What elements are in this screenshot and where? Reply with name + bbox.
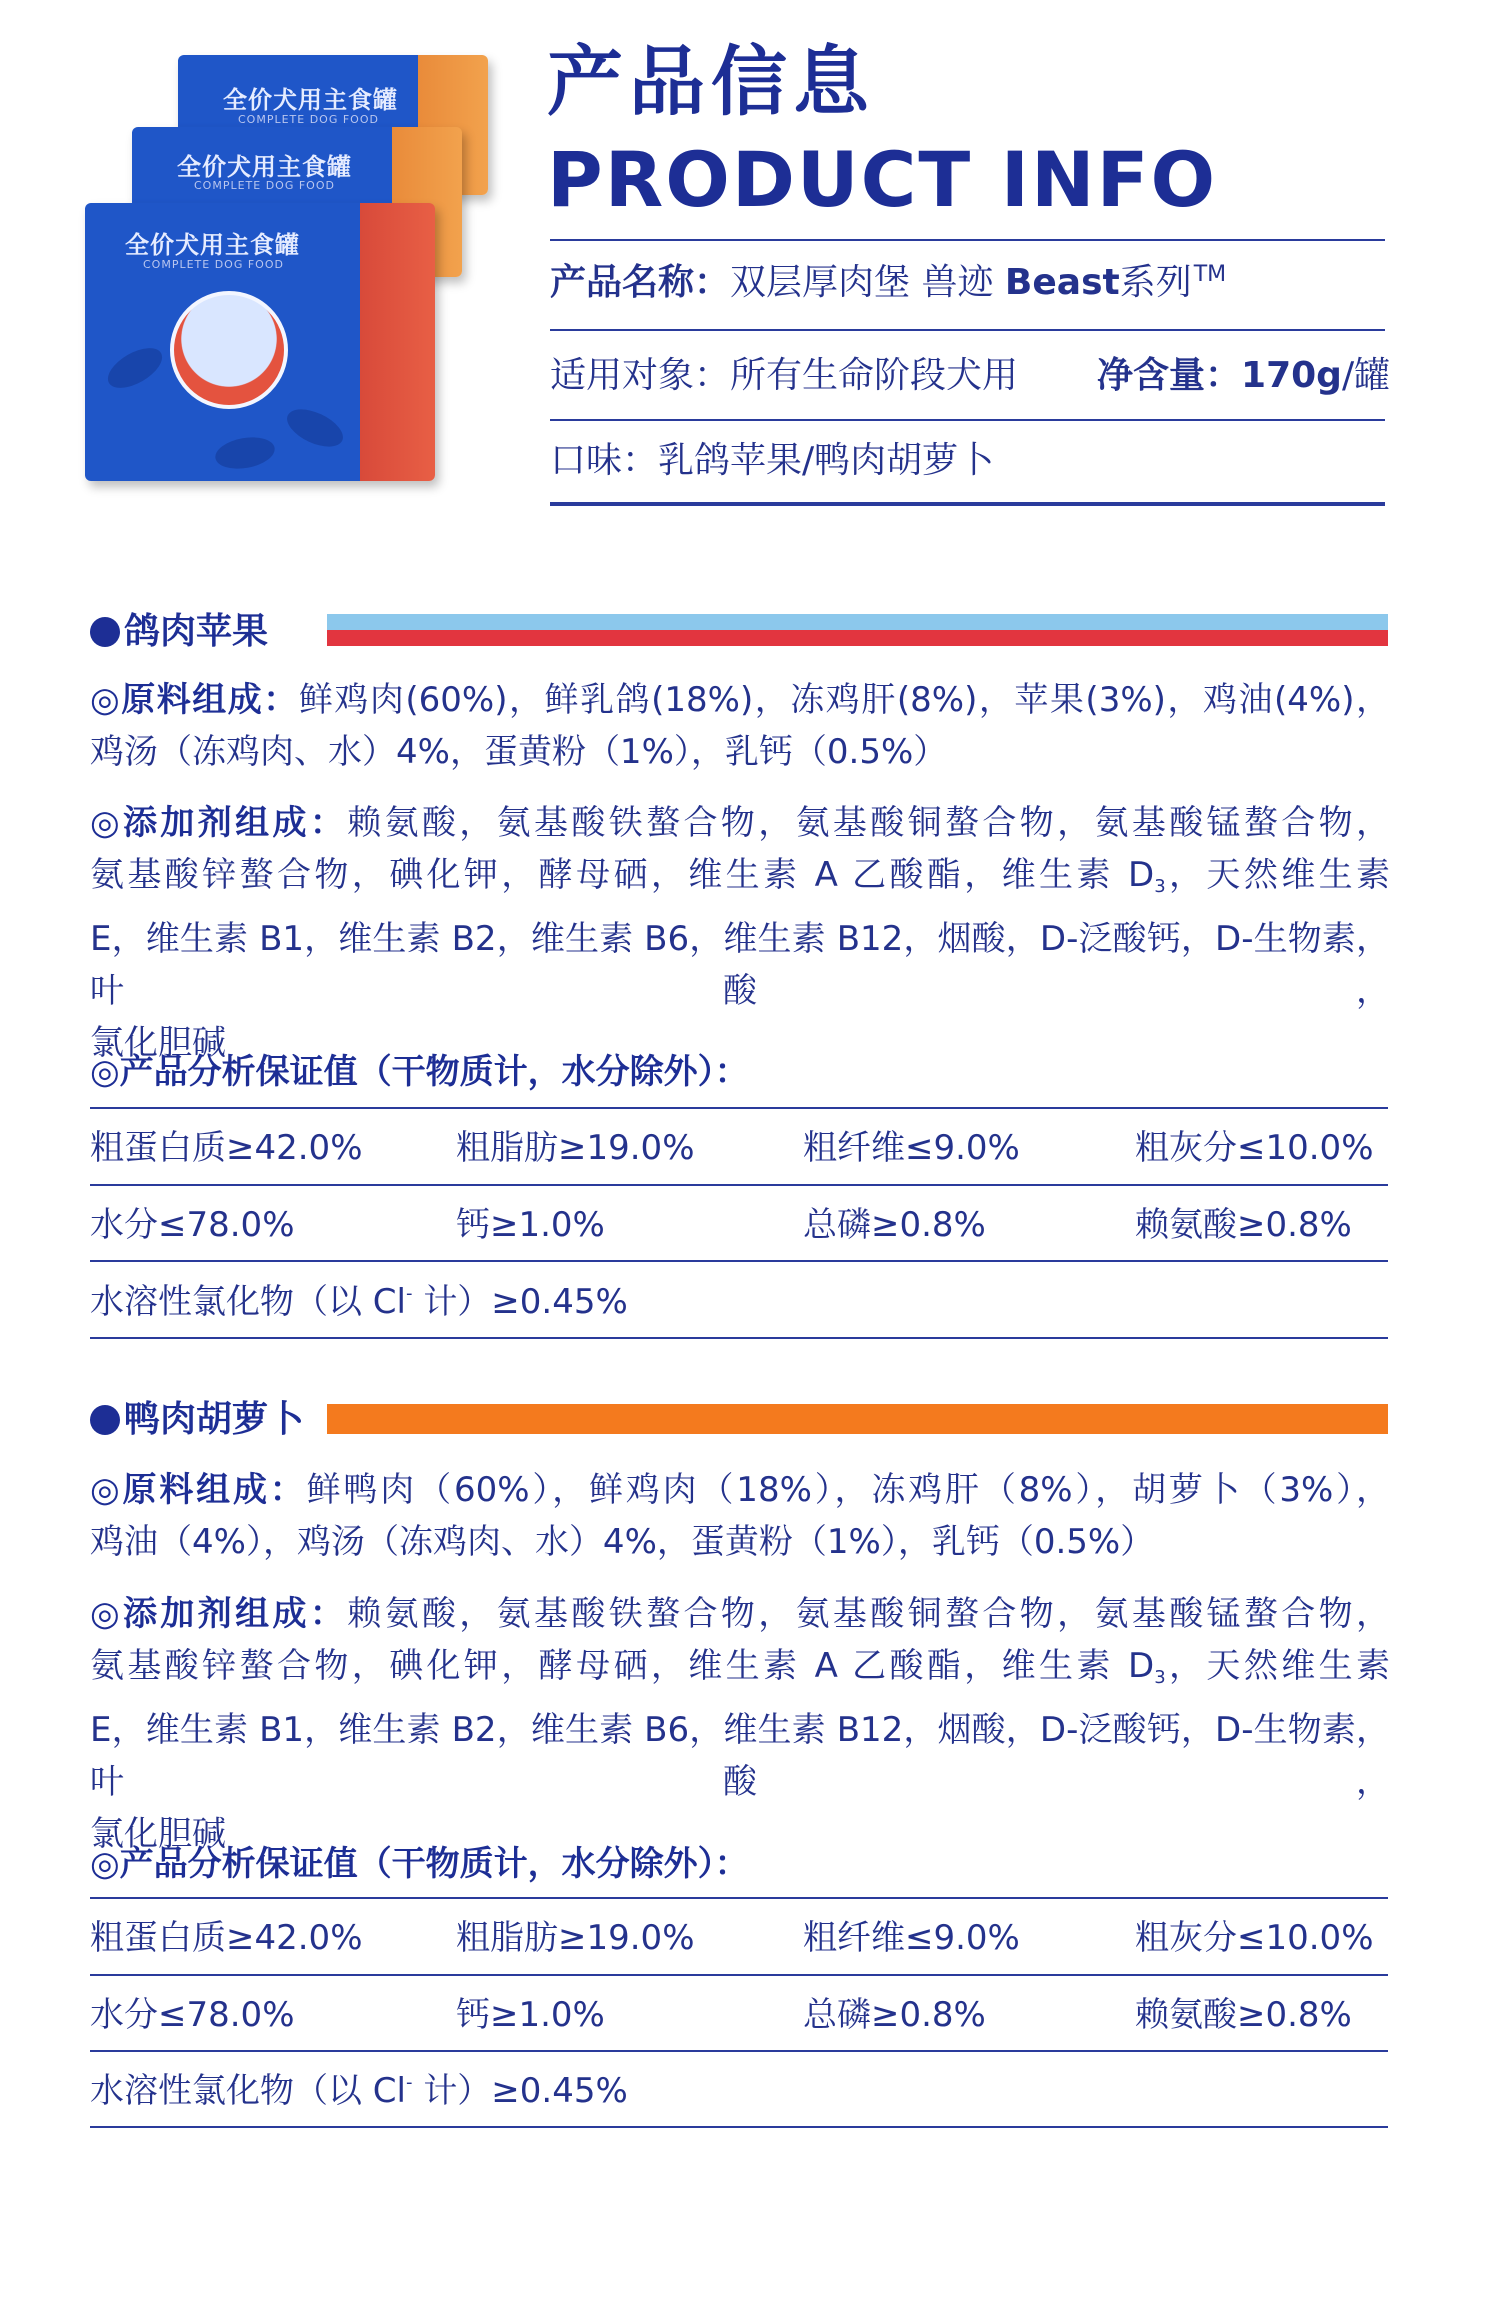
box-label: 全价犬用主食罐 [125,231,300,259]
analysis-protein: 粗蛋白质≥42.0% [90,1128,363,1168]
ingredients-block [90,674,1390,778]
ingredients-text: 鲜鸭肉（60%），鲜鸡肉（18%），冻鸡肝（8%），胡萝卜（3%）， [306,1470,1390,1510]
analysis-lysine: 赖氨酸≥0.8% [1135,1995,1352,2035]
target-row [550,355,1019,396]
analysis-title: ◎产品分析保证值（干物质计，水分除外）： [90,1844,749,1884]
product-series: 系列 [1119,262,1192,303]
flavor-value: 乳鸽苹果/鸭肉胡萝卜 [658,440,995,481]
ingredients-text: 鸡汤（冻鸡肉、水）4%，蛋黄粉（1%），乳钙（0.5%） [90,732,948,772]
divider [550,419,1385,421]
page-title-cn: 产品信息 [547,37,875,126]
net-weight-unit: /罐 [1341,355,1391,396]
product-seal-graphic [170,291,288,409]
table-divider [90,1337,1388,1339]
divider [550,329,1385,331]
table-divider [90,2126,1388,2128]
target-label: 适用对象： [550,355,731,396]
additives-text: 赖氨酸，氨基酸铁螯合物，氨基酸铜螯合物，氨基酸锰螯合物， [347,1594,1391,1634]
table-divider [90,1107,1388,1109]
box-label: 全价犬用主食罐 [223,86,398,114]
product-name-value: 双层厚肉堡 兽迹 [730,262,994,303]
analysis-ash: 粗灰分≤10.0% [1135,1918,1374,1958]
ingredients-label: ◎原料组成： [90,1470,307,1510]
analysis-fat: 粗脂肪≥19.0% [456,1918,695,1958]
analysis-calcium: 钙≥1.0% [456,1205,605,1245]
analysis-phosphorus: 总磷≥0.8% [803,1995,986,2035]
box-sub: COMPLETE DOG FOOD [143,258,284,271]
additives-text: 氯化胆碱 [90,1814,226,1854]
page-title-en: PRODUCT INFO [547,135,1218,224]
product-box-front [85,203,435,481]
target-value: 所有生命阶段犬用 [730,355,1019,396]
additives-text: E，维生素 B1，维生素 B2，维生素 B6，维生素 B12，烟酸，D-泛酸钙，D-生物素，叶酸， [90,1710,1390,1802]
color-bar-duck-carrot [327,1404,1388,1434]
divider [550,239,1385,241]
analysis-chloride: 水溶性氯化物（以 Cl- 计）≥0.45% [90,2071,628,2111]
additives-label: ◎添加剂组成： [90,803,348,843]
analysis-protein: 粗蛋白质≥42.0% [90,1918,363,1958]
analysis-title: ◎产品分析保证值（干物质计，水分除外）： [90,1052,749,1092]
additives-text: ，天然维生素 [1165,855,1390,895]
box-label: 全价犬用主食罐 [177,153,352,181]
section-title-duck-carrot: 鸭肉胡萝卜 [90,1402,304,1438]
additives-text: 氨基酸锌螯合物，碘化钾，酵母硒，维生素 A 乙酸酯，维生素 D [90,1646,1155,1686]
product-image [80,55,500,485]
analysis-ash: 粗灰分≤10.0% [1135,1128,1374,1168]
analysis-calcium: 钙≥1.0% [456,1995,605,2035]
analysis-moisture: 水分≤78.0% [90,1205,295,1245]
section-title-pigeon-apple: 鸽肉苹果 [90,614,268,650]
net-weight-value: 170g [1241,355,1342,396]
additives-block: ◎添加剂组成：赖氨酸，氨基酸铁螯合物，氨基酸铜螯合物，氨基酸锰螯合物， 氨基酸锌螯合物，碘化钾，酵母硒，维生素 A 乙酸酯，维生素 $D_3$，天然维生素 E，维生素 B1，维生素 B2，维生素 B6，维生素 B12，烟酸，D-泛酸钙，D-生物素，叶酸， 氯化胆碱 [90,797,1390,1069]
additives-text: E，维生素 B1，维生素 B2，维生素 B6，维生素 B12，烟酸，D-泛酸钙，D-生物素，叶酸， [90,919,1390,1011]
additives-label: ◎添加剂组成： [90,1594,348,1634]
color-bar-pigeon-apple [327,614,1388,646]
ingredients-block [90,1464,1390,1568]
table-divider [90,1184,1388,1186]
box-sub: COMPLETE DOG FOOD [194,179,335,192]
analysis-fiber: 粗纤维≤9.0% [803,1918,1020,1958]
analysis-lysine: 赖氨酸≥0.8% [1135,1205,1352,1245]
trademark-mark: TM [1193,262,1227,287]
product-name-row [550,264,1226,301]
net-weight-label: 净含量： [1097,355,1242,396]
additives-text: 氨基酸锌螯合物，碘化钾，酵母硒，维生素 A 乙酸酯，维生素 D [90,855,1155,895]
product-brand: Beast [1004,262,1120,303]
flavor-row [550,440,995,481]
ingredients-label: ◎原料组成： [90,680,299,720]
analysis-fat: 粗脂肪≥19.0% [456,1128,695,1168]
analysis-chloride: 水溶性氯化物（以 Cl- 计）≥0.45% [90,1282,628,1322]
bullet-icon [90,1405,120,1435]
box-sub: COMPLETE DOG FOOD [238,113,379,126]
table-divider [90,2050,1388,2052]
product-name-label: 产品名称： [550,262,731,303]
additives-text: ，天然维生素 [1165,1646,1390,1686]
table-divider [90,1897,1388,1899]
bullet-icon [90,617,120,647]
table-divider [90,1974,1388,1976]
net-weight-row [1097,355,1391,396]
additives-text: 赖氨酸，氨基酸铁螯合物，氨基酸铜螯合物，氨基酸锰螯合物， [347,803,1391,843]
analysis-phosphorus: 总磷≥0.8% [803,1205,986,1245]
ingredients-text: 鸡油（4%），鸡汤（冻鸡肉、水）4%，蛋黄粉（1%），乳钙（0.5%） [90,1522,1155,1562]
analysis-fiber: 粗纤维≤9.0% [803,1128,1020,1168]
divider [550,502,1385,506]
table-divider [90,1260,1388,1262]
additives-text: 氯化胆碱 [90,1023,226,1063]
ingredients-text: 鲜鸡肉(60%)，鲜乳鸽(18%)，冻鸡肝(8%)，苹果(3%)，鸡油(4%)， [298,680,1390,720]
flavor-label: 口味： [550,440,659,481]
additives-block: ◎添加剂组成：赖氨酸，氨基酸铁螯合物，氨基酸铜螯合物，氨基酸锰螯合物， 氨基酸锌螯合物，碘化钾，酵母硒，维生素 A 乙酸酯，维生素 $D_3$，天然维生素 E，维生素 B1，维生素 B2，维生素 B6，维生素 B12，烟酸，D-泛酸钙，D-生物素，叶酸， 氯化胆碱 [90,1588,1390,1860]
analysis-moisture: 水分≤78.0% [90,1995,295,2035]
